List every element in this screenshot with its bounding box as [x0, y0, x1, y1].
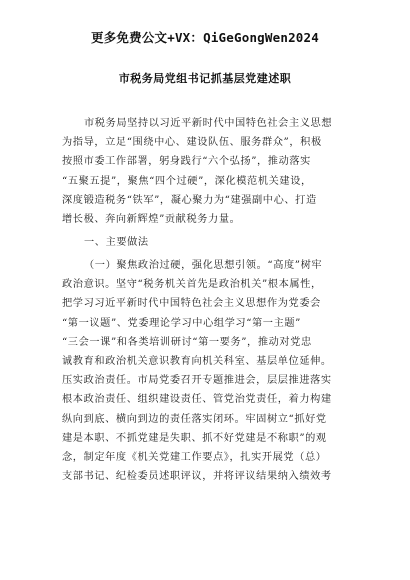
subsection-line: 根本政治责任、组织建设责任、管党治党责任，着力构建 [62, 394, 332, 406]
intro-line: 增长极、奔向新辉煌”贡献税务力量。 [62, 213, 241, 225]
intro-line: 深度锻造税务“铁军”，凝心聚力为“建强副中心、打造 [62, 194, 317, 206]
subsection-line: 支部书记、纪检委员述职评议，并将评议结果纳入绩效考 [62, 471, 332, 483]
subsection-line: 纵向到底、横向到边的责任落实闭环。牢固树立“抓好党 [62, 413, 327, 425]
section-heading: 一、主要做法 [84, 237, 149, 248]
subsection-line: 压实政治责任。市局党委召开专题推进会，层层推进落实 [62, 375, 332, 387]
watermark-header: 更多免费公文+VX：QiGeGongWen2024 [91, 30, 319, 45]
document-title: 市税务局党组书记抓基层党建述职 [118, 72, 292, 85]
intro-line: 按照市委工作部署，躬身践行“六个弘扬”，推动落实 [62, 156, 311, 168]
intro-line: 为指导，立足“围绕中心、建设队伍、服务群众”，积极 [62, 137, 322, 149]
subsection-line: （一）聚焦政治过硬，强化思想引领。“高度”树牢 [84, 260, 323, 271]
intro-line: 市税务局坚持以习近平新时代中国特色社会主义思想 [84, 118, 333, 129]
subsection-line: 把学习习近平新时代中国特色社会主义思想作为党委会 [62, 298, 321, 310]
subsection-line: 政治意识。坚守“税务机关首先是政治机关”根本属性， [62, 279, 322, 291]
subsection-line: “三会一课”和各类培训研讨“第一要务”，推动对党忠 [62, 336, 312, 348]
section-block [62, 233, 362, 252]
subsection-line: “第一议题”、党委理论学习中心组学习“第一主题” [62, 317, 301, 329]
subsection-paragraph [62, 256, 362, 486]
subsection-line: 诚教育和政治机关意识教育向机关科室、基层单位延伸。 [62, 355, 332, 367]
intro-line: “五聚五提”，聚焦“四个过硬”，深化模范机关建设， [62, 175, 312, 187]
intro-paragraph [62, 114, 362, 229]
subsection-line: 建是本职、不抓党建是失职、抓不好党建是不称职”的观 [62, 432, 327, 444]
subsection-line: 念，制定年度《机关党建工作要点》，扎实开展党（总） [62, 451, 327, 463]
